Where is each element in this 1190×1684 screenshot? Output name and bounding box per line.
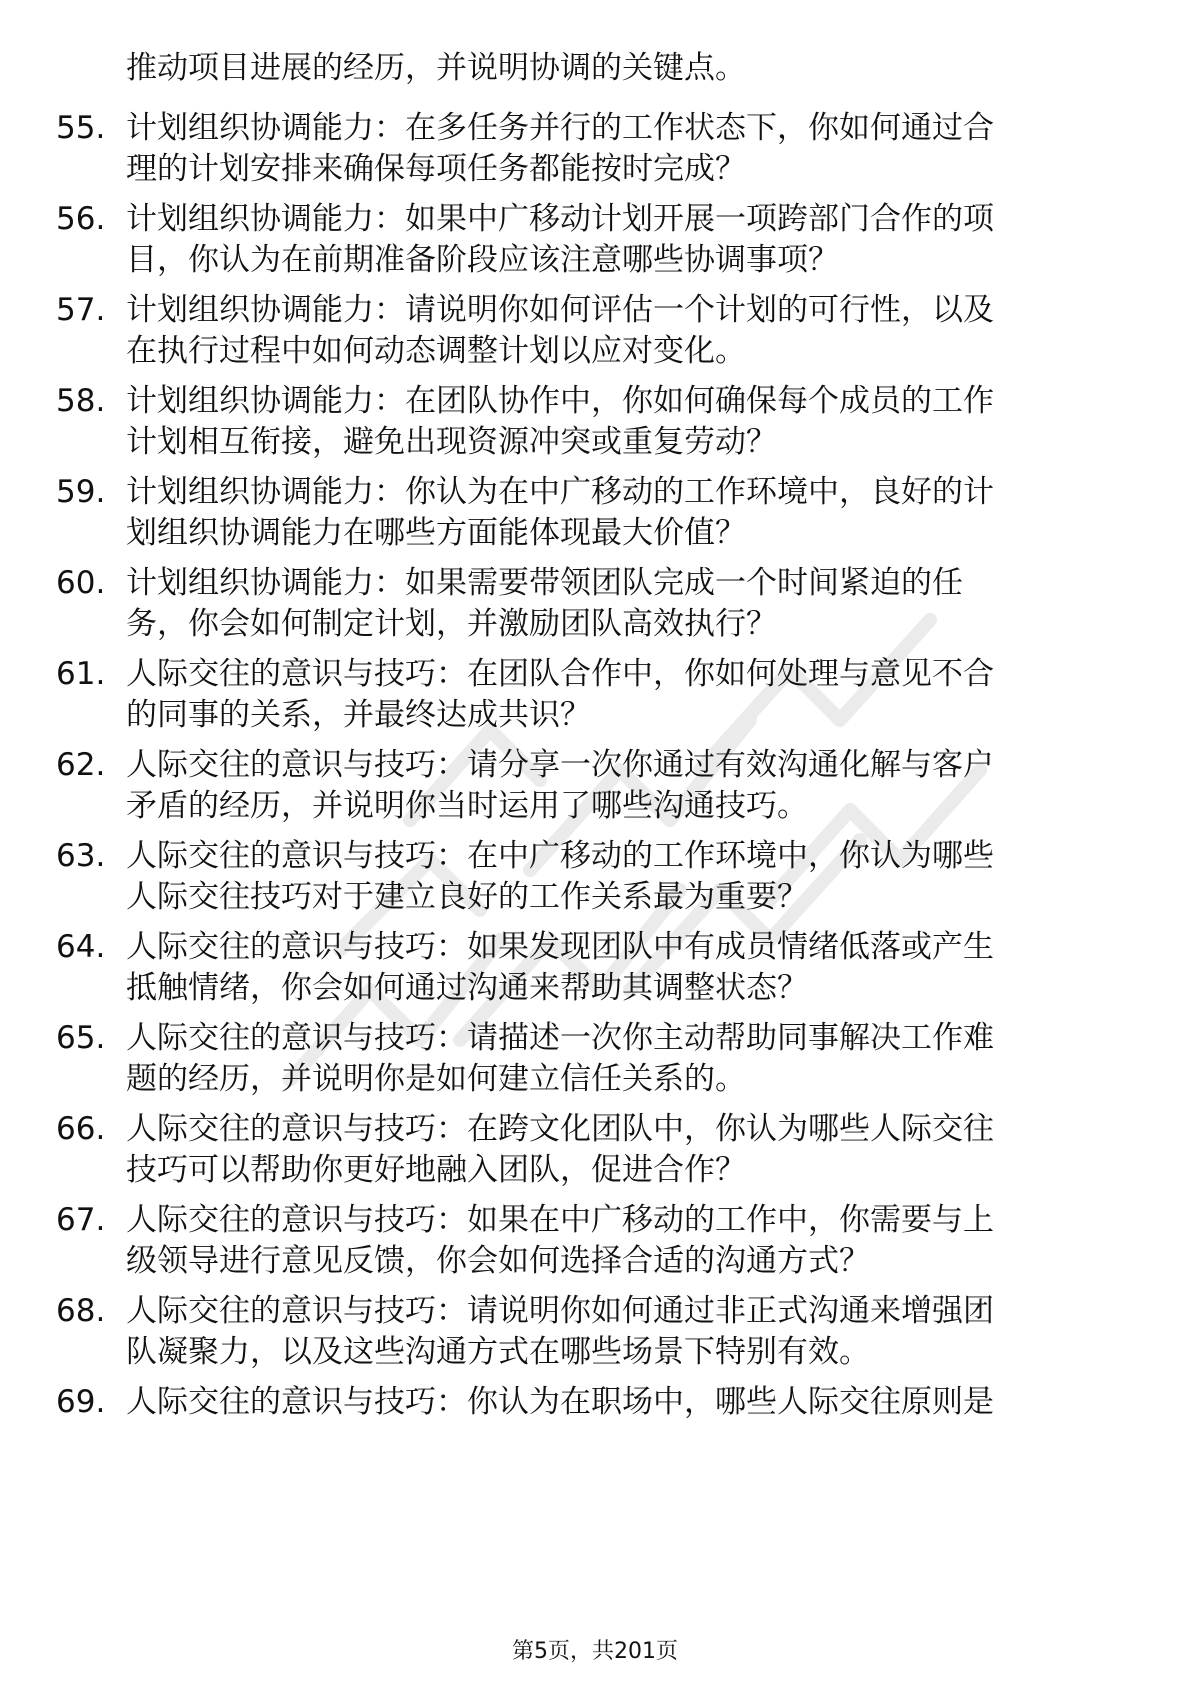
question-number: 55. xyxy=(56,110,106,146)
question-line: 抵触情绪，你会如何通过沟通来帮助其调整状态？ xyxy=(126,970,808,1006)
question-line: 计划相互衔接，避免出现资源冲突或重复劳动？ xyxy=(126,424,777,460)
question-line: 人际交往技巧对于建立良好的工作关系最为重要？ xyxy=(126,879,808,915)
question-text xyxy=(126,1291,1116,1373)
question-number: 63. xyxy=(56,838,106,874)
question-line: 人际交往的意识与技巧：请分享一次你通过有效沟通化解与客户 xyxy=(126,747,994,783)
question-item xyxy=(56,836,1116,918)
question-line: 人际交往的意识与技巧：你认为在职场中，哪些人际交往原则是 xyxy=(126,1384,994,1420)
question-line: 技巧可以帮助你更好地融入团队，促进合作？ xyxy=(126,1152,746,1188)
question-number: 64. xyxy=(56,929,106,965)
question-text xyxy=(126,927,1116,1009)
question-number: 67. xyxy=(56,1202,106,1238)
question-line: 划组织协调能力在哪些方面能体现最大价值？ xyxy=(126,515,746,551)
question-number: 62. xyxy=(56,747,106,783)
question-item xyxy=(56,108,1116,190)
question-line: 人际交往的意识与技巧：在中广移动的工作环境中，你认为哪些 xyxy=(126,838,994,874)
question-item xyxy=(56,1109,1116,1191)
question-line: 计划组织协调能力：在团队协作中，你如何确保每个成员的工作 xyxy=(126,383,994,419)
question-line: 计划组织协调能力：你认为在中广移动的工作环境中，良好的计 xyxy=(126,474,994,510)
question-number: 65. xyxy=(56,1020,106,1056)
question-line: 理的计划安排来确保每项任务都能按时完成？ xyxy=(126,151,746,187)
question-line: 人际交往的意识与技巧：在团队合作中，你如何处理与意见不合 xyxy=(126,656,994,692)
question-number: 59. xyxy=(56,474,106,510)
question-item xyxy=(56,472,1116,554)
question-number: 57. xyxy=(56,292,106,328)
question-line: 人际交往的意识与技巧：如果在中广移动的工作中，你需要与上 xyxy=(126,1202,994,1238)
question-number: 61. xyxy=(56,656,106,692)
question-line: 人际交往的意识与技巧：请说明你如何通过非正式沟通来增强团 xyxy=(126,1293,994,1329)
question-line: 计划组织协调能力：如果需要带领团队完成一个时间紧迫的任 xyxy=(126,565,963,601)
question-line: 计划组织协调能力：在多任务并行的工作状态下，你如何通过合 xyxy=(126,110,994,146)
question-line: 务，你会如何制定计划，并激励团队高效执行？ xyxy=(126,606,777,642)
question-line: 题的经历，并说明你是如何建立信任关系的。 xyxy=(126,1061,746,1097)
question-text xyxy=(126,745,1116,827)
question-text xyxy=(126,563,1116,645)
question-item xyxy=(56,290,1116,372)
question-number: 60. xyxy=(56,565,106,601)
question-line: 在执行过程中如何动态调整计划以应对变化。 xyxy=(126,333,746,369)
question-line: 人际交往的意识与技巧：在跨文化团队中，你认为哪些人际交往 xyxy=(126,1111,994,1147)
question-line: 的同事的关系，并最终达成共识？ xyxy=(126,697,591,733)
question-line: 人际交往的意识与技巧：请描述一次你主动帮助同事解决工作难 xyxy=(126,1020,994,1056)
question-line: 人际交往的意识与技巧：如果发现团队中有成员情绪低落或产生 xyxy=(126,929,994,965)
question-line: 计划组织协调能力：如果中广移动计划开展一项跨部门合作的项 xyxy=(126,201,994,237)
question-text xyxy=(126,1109,1116,1191)
question-line: 级领导进行意见反馈，你会如何选择合适的沟通方式？ xyxy=(126,1243,870,1279)
question-line: 目，你认为在前期准备阶段应该注意哪些协调事项？ xyxy=(126,242,839,278)
question-text xyxy=(126,472,1116,554)
question-text xyxy=(126,1018,1116,1100)
question-item xyxy=(56,654,1116,736)
question-item xyxy=(56,381,1116,463)
question-item xyxy=(56,745,1116,827)
question-item xyxy=(56,199,1116,281)
question-item xyxy=(56,1018,1116,1100)
question-text xyxy=(126,1200,1116,1282)
question-item xyxy=(56,1382,1116,1423)
question-item xyxy=(56,1200,1116,1282)
question-item xyxy=(56,563,1116,645)
question-text xyxy=(126,836,1116,918)
question-text xyxy=(126,381,1116,463)
page-footer: 第5页，共201页 xyxy=(512,1639,678,1664)
question-number: 68. xyxy=(56,1293,106,1329)
question-item xyxy=(56,927,1116,1009)
question-line: 队凝聚力，以及这些沟通方式在哪些场景下特别有效。 xyxy=(126,1334,870,1370)
question-line: 计划组织协调能力：请说明你如何评估一个计划的可行性，以及 xyxy=(126,292,994,328)
question-text xyxy=(126,199,1116,281)
question-text xyxy=(126,108,1116,190)
question-number: 58. xyxy=(56,383,106,419)
question-text xyxy=(126,654,1116,736)
question-number: 69. xyxy=(56,1384,106,1420)
question-item xyxy=(56,1291,1116,1373)
question-number: 56. xyxy=(56,201,106,237)
question-text xyxy=(126,290,1116,372)
question-text xyxy=(126,1382,1116,1423)
question-number: 66. xyxy=(56,1111,106,1147)
question-line: 矛盾的经历，并说明你当时运用了哪些沟通技巧。 xyxy=(126,788,808,824)
continued-question-text: 推动项目进展的经历，并说明协调的关键点。 xyxy=(126,50,746,86)
